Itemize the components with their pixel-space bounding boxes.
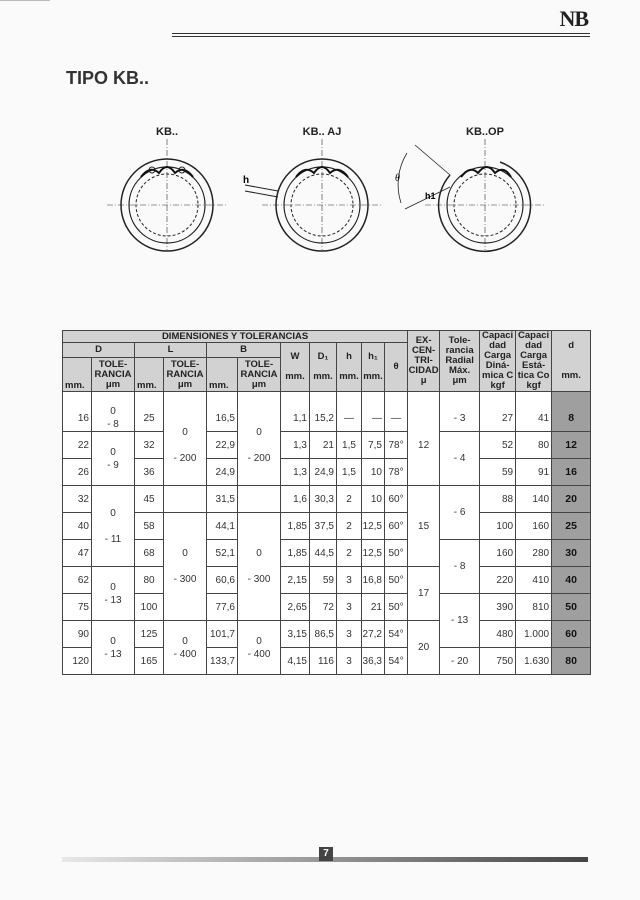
table-cell: - 13 — [440, 594, 480, 648]
diagram-label-kb: KB.. — [156, 126, 178, 138]
table-cell: 30 — [552, 540, 591, 567]
table-cell: 1,1 — [281, 405, 310, 432]
table-cell: 0 - 400 — [164, 621, 207, 675]
table-cell — [480, 392, 516, 406]
table-cell: 75 — [63, 594, 92, 621]
table-cell: 101,7 — [207, 621, 238, 648]
table-cell: 1,5 — [337, 459, 362, 486]
table-cell: 22,9 — [207, 432, 238, 459]
table-row — [63, 648, 591, 675]
header-W: W mm. — [281, 343, 310, 392]
table-cell: - 20 — [440, 648, 480, 675]
table-cell: 0 - 13 — [92, 621, 135, 675]
diagram-kb — [107, 126, 227, 251]
table-cell: 7,5 — [362, 432, 385, 459]
table-cell: 390 — [480, 594, 516, 621]
table-cell: 100 — [480, 513, 516, 540]
table-cell: 0 - 13 — [92, 567, 135, 621]
table-cell: 133,7 — [207, 648, 238, 675]
table-cell: 12,5 — [362, 540, 385, 567]
table-cell — [362, 392, 385, 406]
table-cell: 86,5 — [310, 621, 337, 648]
table-cell: 410 — [516, 567, 552, 594]
table-cell: 21 — [310, 432, 337, 459]
table-cell: 47 — [63, 540, 92, 567]
header-static-capacity: Capaci dad Carga Está- tica Co kgf — [516, 331, 552, 392]
brand-logo: NB — [559, 6, 588, 31]
header-rule-secondary — [172, 36, 590, 37]
table-cell: 78° — [385, 459, 408, 486]
table-cell: 1,3 — [281, 459, 310, 486]
table-cell: 0 - 200 — [238, 405, 281, 486]
header-L-tol: TOLE- RANCIA μm — [164, 358, 207, 392]
table-cell: 116 — [310, 648, 337, 675]
table-cell: 0 - 200 — [164, 405, 207, 486]
table-cell: 41 — [516, 405, 552, 432]
table-cell: 50 — [552, 594, 591, 621]
table-cell: 80 — [135, 567, 164, 594]
table-cell: 10 — [362, 459, 385, 486]
table-cell: 24,9 — [207, 459, 238, 486]
table-cell — [92, 392, 135, 406]
table-cell: 60 — [552, 621, 591, 648]
table-cell — [552, 392, 591, 406]
table-cell: 220 — [480, 567, 516, 594]
table-cell: 1.000 — [516, 621, 552, 648]
table-cell: 44,1 — [207, 513, 238, 540]
table-cell: 1,85 — [281, 513, 310, 540]
table-cell: 80 — [516, 432, 552, 459]
table-cell: 0 - 300 — [164, 513, 207, 621]
header-h1: h₁ mm. — [362, 343, 385, 392]
table-cell: 1,5 — [337, 432, 362, 459]
table-cell: 17 — [408, 567, 440, 621]
page-number: 7 — [319, 847, 333, 861]
table-cell: 54° — [385, 648, 408, 675]
table-cell: 26 — [63, 459, 92, 486]
bushing-diagrams — [95, 125, 555, 255]
header-B-unit: mm. — [207, 358, 238, 392]
table-cell: 40 — [63, 513, 92, 540]
table-cell: 88 — [480, 486, 516, 513]
header-dimensions-group: DIMENSIONES Y TOLERANCIAS — [63, 331, 408, 343]
table-cell: 3 — [337, 567, 362, 594]
table-cell: 20 — [408, 621, 440, 675]
table-cell: 36 — [135, 459, 164, 486]
table-cell: 3 — [337, 648, 362, 675]
table-cell: - 4 — [440, 432, 480, 486]
table-cell: 54° — [385, 621, 408, 648]
table-cell: 32 — [135, 432, 164, 459]
header-excentricity: EX- CEN- TRI- CIDAD μ — [408, 331, 440, 392]
table-cell — [281, 392, 310, 406]
header-h: h mm. — [337, 343, 362, 392]
table-cell: - 8 — [440, 540, 480, 594]
header-D: D — [63, 343, 135, 358]
table-cell: 165 — [135, 648, 164, 675]
page-title: TIPO KB.. — [66, 68, 150, 88]
header-D1: D₁ mm. — [310, 343, 337, 392]
table-cell: - 3 — [440, 405, 480, 432]
table-row — [63, 405, 591, 432]
table-cell: 27,2 — [362, 621, 385, 648]
table-cell — [408, 392, 440, 406]
table-cell: 40 — [552, 567, 591, 594]
table-row — [63, 540, 591, 567]
h1-symbol: h1 — [425, 191, 436, 201]
spec-table — [62, 330, 591, 675]
table-cell — [385, 392, 408, 406]
header-B-tol: TOLE- RANCIA μm — [238, 358, 281, 392]
table-row — [63, 513, 591, 540]
header-B: B — [207, 343, 281, 358]
table-cell: 45 — [135, 486, 164, 513]
table-cell: — — [337, 405, 362, 432]
table-cell — [310, 392, 337, 406]
table-cell: 750 — [480, 648, 516, 675]
table-cell: 125 — [135, 621, 164, 648]
table-cell: 59 — [480, 459, 516, 486]
header-radial-tolerance: Tole- rancia Radial Máx. μm — [440, 331, 480, 392]
table-cell: 4,15 — [281, 648, 310, 675]
table-cell: 21 — [362, 594, 385, 621]
table-cell: 2 — [337, 486, 362, 513]
table-cell: 1.630 — [516, 648, 552, 675]
table-cell: 91 — [516, 459, 552, 486]
table-cell — [238, 486, 281, 513]
table-cell: 0 - 400 — [238, 621, 281, 675]
table-cell: 90 — [63, 621, 92, 648]
diagram-label-kb-aj: KB.. AJ — [302, 126, 342, 138]
table-cell: 50° — [385, 567, 408, 594]
table-cell: - 6 — [440, 486, 480, 540]
table-cell: 3 — [337, 594, 362, 621]
table-cell: 59 — [310, 567, 337, 594]
table-cell: 10 — [362, 486, 385, 513]
table-cell: 120 — [63, 648, 92, 675]
table-cell: 20 — [552, 486, 591, 513]
table-cell: 52 — [480, 432, 516, 459]
table-cell: 50° — [385, 540, 408, 567]
header-dynamic-capacity: Capaci dad Carga Diná- mica C kgf — [480, 331, 516, 392]
table-cell: 0 - 11 — [92, 486, 135, 567]
table-cell: 60° — [385, 513, 408, 540]
table-cell: 3 — [337, 621, 362, 648]
table-row — [63, 432, 591, 459]
header-D-unit: mm. — [63, 358, 92, 392]
table-row — [63, 621, 591, 648]
table-cell — [164, 486, 207, 513]
table-row — [63, 567, 591, 594]
table-cell: 480 — [480, 621, 516, 648]
table-cell: 24,9 — [310, 459, 337, 486]
table-cell: 160 — [516, 513, 552, 540]
table-cell: 1,6 — [281, 486, 310, 513]
table-cell: 16 — [552, 459, 591, 486]
table-cell: 37,5 — [310, 513, 337, 540]
table-cell: 30,3 — [310, 486, 337, 513]
table-cell — [63, 392, 92, 406]
table-cell: 31,5 — [207, 486, 238, 513]
table-cell: 100 — [135, 594, 164, 621]
table-cell: 25 — [135, 405, 164, 432]
table-cell — [337, 392, 362, 406]
table-cell: 25 — [552, 513, 591, 540]
table-cell — [135, 392, 164, 406]
table-row — [63, 486, 591, 513]
table-cell: 0 - 8 — [92, 405, 135, 432]
table-cell: 280 — [516, 540, 552, 567]
spacer-row — [63, 392, 591, 406]
table-cell: 8 — [552, 405, 591, 432]
table-cell: 50° — [385, 594, 408, 621]
table-cell: 36,3 — [362, 648, 385, 675]
table-cell: 15,2 — [310, 405, 337, 432]
header-rule — [172, 33, 590, 34]
table-row — [63, 594, 591, 621]
table-cell: 60° — [385, 486, 408, 513]
table-cell: 78° — [385, 432, 408, 459]
table-row — [63, 459, 591, 486]
table-cell: 27 — [480, 405, 516, 432]
table-cell: 1,3 — [281, 432, 310, 459]
table-cell — [207, 392, 238, 406]
exc-cell: 12 — [408, 405, 440, 486]
table-cell: 140 — [516, 486, 552, 513]
table-cell: 3,15 — [281, 621, 310, 648]
table-cell: 77,6 — [207, 594, 238, 621]
table-cell — [164, 392, 207, 406]
table-cell: 22 — [63, 432, 92, 459]
diagram-kb-aj — [243, 126, 382, 251]
table-cell: — — [385, 405, 408, 432]
table-cell: 52,1 — [207, 540, 238, 567]
table-cell — [516, 392, 552, 406]
table-cell: 2 — [337, 513, 362, 540]
table-cell — [440, 392, 480, 406]
table-cell: 160 — [480, 540, 516, 567]
table-cell: 12 — [552, 432, 591, 459]
table-cell: 68 — [135, 540, 164, 567]
table-cell: 12,5 — [362, 513, 385, 540]
table-cell: 0 - 9 — [92, 432, 135, 486]
table-cell: 72 — [310, 594, 337, 621]
table-cell: 58 — [135, 513, 164, 540]
table-cell: 16,8 — [362, 567, 385, 594]
table-cell: 44,5 — [310, 540, 337, 567]
table-cell: 16 — [63, 405, 92, 432]
table-cell: 2 — [337, 540, 362, 567]
table-cell: 32 — [63, 486, 92, 513]
table-cell: 1,85 — [281, 540, 310, 567]
header-theta: θ — [385, 343, 408, 392]
header-d: d mm. — [552, 331, 591, 392]
table-cell: 2,65 — [281, 594, 310, 621]
corner-mark — [0, 0, 50, 1]
theta-symbol: θ — [395, 173, 400, 184]
table-cell: — — [362, 405, 385, 432]
header-L: L — [135, 343, 207, 358]
header-D-tol: TOLE- RANCIA μm — [92, 358, 135, 392]
header-L-unit: mm. — [135, 358, 164, 392]
h-symbol: h — [243, 175, 250, 186]
diagram-label-kb-op: KB..OP — [466, 126, 504, 138]
table-cell: 60,6 — [207, 567, 238, 594]
diagram-kb-op — [395, 126, 545, 251]
table-cell: 2,15 — [281, 567, 310, 594]
table-cell: 62 — [63, 567, 92, 594]
table-cell: 16,5 — [207, 405, 238, 432]
table-cell: 0 - 300 — [238, 513, 281, 621]
table-cell — [238, 392, 281, 406]
table-cell: 810 — [516, 594, 552, 621]
table-cell: 80 — [552, 648, 591, 675]
table-cell: 15 — [408, 486, 440, 567]
